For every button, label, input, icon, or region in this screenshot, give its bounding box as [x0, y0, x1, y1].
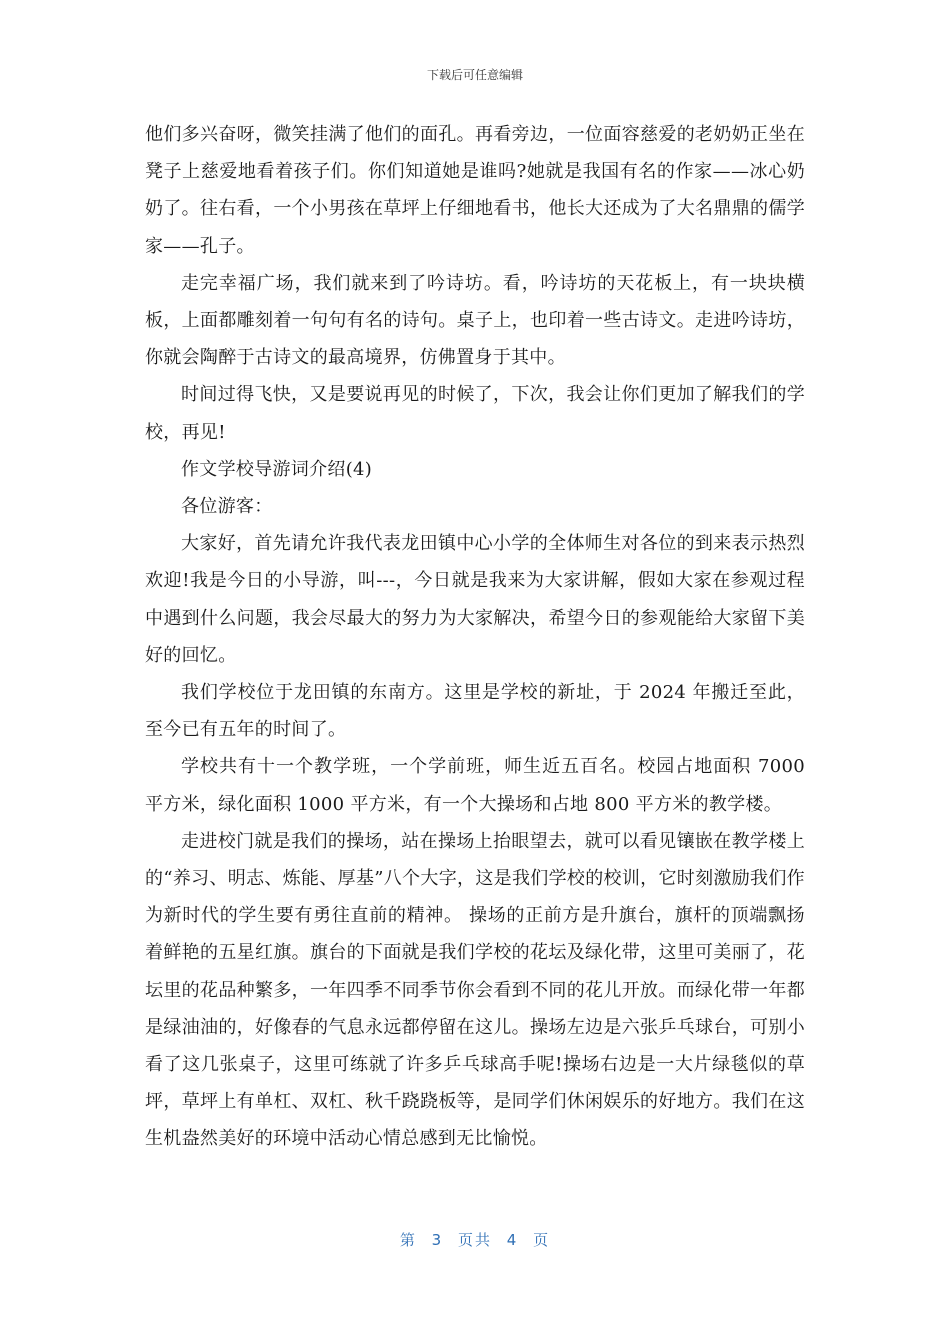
greeting: 各位游客：	[181, 496, 273, 518]
page-footer: 第 3 页共 4 页	[399, 1231, 551, 1249]
page-header: 下载后可任意编辑	[426, 68, 523, 82]
paragraph: 我们学校位于龙田镇的东南方。这里是学校的新址，于 2024 年搬迁至此，至今已有五年的时间了。	[145, 682, 805, 741]
paragraph: 学校共有十一个教学班，一个学前班，师生近五百名。校园占地面积 7000 平方米，绿化面积 1000 平方米，有一个大操场和占地 800 平方米的教学楼。	[145, 756, 805, 815]
paragraph: 时间过得飞快，又是要说再见的时候了，下次，我会让你们更加了解我们的学校，再见!	[145, 384, 805, 443]
paragraph: 走完幸福广场，我们就来到了吟诗坊。看，吟诗坊的天花板上，有一块块横板，上面都雕刻着一句句有名的诗句。桌子上，也印着一些古诗文。走进吟诗坊，你就会陶醉于古诗文的最高境界，仿佛置身于其中。	[145, 272, 805, 369]
paragraph: 他们多兴奋呀，微笑挂满了他们的面孔。再看旁边，一位面容慈爱的老奶奶正坐在凳子上慈爱地看着孩子们。你们知道她是谁吗?她就是我国有名的作家——冰心奶奶了。往右看，一个小男孩在草坪上仔细地看书，他长大还成为了大名鼎鼎的儒学家——孔子。	[145, 124, 805, 257]
paragraph: 大家好，首先请允许我代表龙田镇中心小学的全体师生对各位的到来表示热烈欢迎!我是今日的小导游，叫---，今日就是我来为大家讲解，假如大家在参观过程中遇到什么问题，我会尽最大的努力为大家解决，希望今日的参观能给大家留下美好的回忆。	[145, 533, 805, 666]
section-title: 作文学校导游词介绍(4)	[181, 458, 373, 480]
document-body	[145, 116, 805, 1158]
paragraph: 走进校门就是我们的操场，站在操场上抬眼望去，就可以看见镶嵌在教学楼上的“养习、明志、炼能、厚基”八个大字，这是我们学校的校训，它时刻激励我们作为新时代的学生要有勇往直前的精神。 操场的正前方是升旗台，旗杆的顶端飘扬着鲜艳的五星红旗。旗台的下面就是我们学校的花坛及绿化带，这里可美丽了，花坛里的花品种繁多，一年四季不同季节你会看到不同的花儿开放。而绿化带一年都是绿油油的，好像春的气息永远都停留在这儿。操场左边是六张乒乓球台，可别小看了这几张桌子，这里可练就了许多乒乓球高手呢!操场右边是一大片绿毯似的草坪，草坪上有单杠、双杠、秋千跷跷板等，是同学们休闲娱乐的好地方。我们在这生机盎然美好的环境中活动心情总感到无比愉悦。	[145, 830, 805, 1150]
